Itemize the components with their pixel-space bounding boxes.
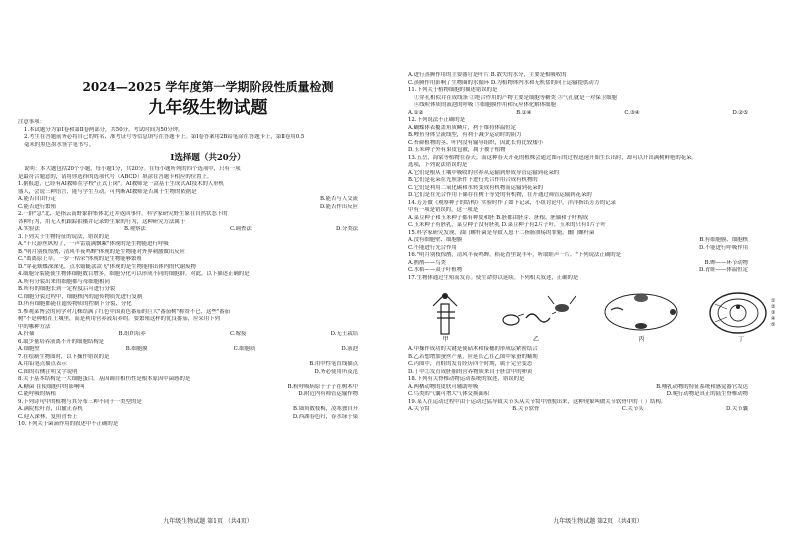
figure-silkworm bbox=[496, 290, 576, 344]
figure-label: 丙 bbox=[638, 336, 645, 343]
option: D.青蛙——体温恒定 bbox=[699, 267, 748, 273]
exam-page-1 bbox=[18, 0, 398, 560]
egg-part-markers bbox=[771, 298, 775, 328]
option-row bbox=[18, 384, 398, 392]
question-10 bbox=[18, 421, 398, 429]
option: D.所有细胞都能在遗传物质的控制下分裂、分化 bbox=[18, 301, 132, 307]
option-row bbox=[408, 110, 788, 118]
notice-heading: 注意事项： bbox=[18, 119, 45, 125]
option: B."明月别枝惊鹊，清风半夜鸣蝉"体现的是生物能对外界刺激做出反应 bbox=[18, 248, 185, 255]
option: C.嫁接 bbox=[229, 331, 247, 337]
option: C.丙图中，青蛙的发育经历四个时期，属于完全变态 bbox=[408, 361, 533, 367]
question-5 bbox=[18, 309, 398, 339]
option: C.苔藓植物的茎、叶内没有输导组织，因此长得比较矮小 bbox=[408, 139, 544, 146]
option: B.能否与人交流 bbox=[319, 196, 358, 202]
option: A.两栖动物的皮肤可辅助呼吸 bbox=[408, 383, 479, 390]
question-1 bbox=[18, 181, 398, 211]
question-4 bbox=[18, 271, 398, 309]
option-row bbox=[18, 226, 398, 234]
option-row bbox=[408, 260, 788, 268]
question-stem: 7.在绘制生物图时，以下操作错误的是 bbox=[18, 353, 110, 360]
option: B.组织培养 bbox=[118, 331, 146, 337]
option: A.菜豆种子和玉米种子都有种皮和胚 B.胚都由胚芽、胚根、胚轴和子叶构成 bbox=[408, 214, 589, 221]
figure-label: 甲 bbox=[442, 336, 449, 343]
question-6 bbox=[18, 339, 398, 354]
option: C.蒸腾作用影响了生物圈的水循环 D.为植物体内水和无机盐的向上运输提供动力 bbox=[408, 79, 600, 86]
option: B.①④ bbox=[516, 109, 532, 116]
option: C.它们是利用二氧化碳和水转变成有机物而运输到花朵的 bbox=[408, 184, 544, 191]
option: C.鸟类的气囊可增大气体交换面积 bbox=[408, 391, 490, 397]
question-18 bbox=[408, 376, 788, 399]
notice-line: 1.本试题分为第Ⅰ卷和第Ⅱ卷两部分，共50分。考试时间为50分钟。 bbox=[24, 126, 184, 133]
question-stem: 10.下列关于菌滴作用的叙述中不正确的是 bbox=[18, 421, 119, 427]
option: A.所有分裂出来的细胞都与母细胞相同 bbox=[18, 278, 110, 285]
option-row bbox=[18, 346, 398, 354]
question-stem: 11.下列关于植物细胞的描述错误的是 bbox=[408, 87, 498, 93]
option-row bbox=[408, 384, 788, 392]
option: B.细胞膜 bbox=[125, 346, 148, 352]
option: C.能否进行繁殖 bbox=[18, 203, 56, 210]
section-title: Ⅰ选择题（共20分） bbox=[170, 153, 246, 163]
question-stem: 16."明月别枝惊鹊，清风半夜鸣蝉，稻花香里说丰年，听取蛙声一片。"下列说法正确的是 bbox=[408, 252, 621, 258]
option: A.实验法 bbox=[18, 226, 40, 232]
page-footer: 九年级生物试题 第2页 （共4页） bbox=[553, 518, 643, 525]
statement: ④线粒体质的液泡的呼吸 ⑤细胞膜作用和反应体化解体细胞 bbox=[414, 102, 556, 108]
option: C.细胞质 bbox=[233, 346, 256, 352]
option: D.爬行动物是真正的陆生脊椎动物 bbox=[666, 391, 748, 397]
question-stem: 选项，下列说法错误的是 bbox=[408, 162, 468, 168]
option: A.①② bbox=[408, 109, 424, 116]
silkworm-cycle-drawing bbox=[496, 290, 576, 336]
section-desc: 是最符合题意的，请将你选择的选项代号（ABCD）填涂在答题卡相应的位置上。 bbox=[18, 173, 213, 180]
option: B.它们是花朵在光照条件下进行光合作用合成有机物的 bbox=[408, 177, 538, 183]
option: B.有细胞膜、细胞核 bbox=[699, 237, 748, 243]
question-stem: 13.五岳，海棠等植物在春天。而这种春天开花的植株会通过图示的过程迅速开始生长出时，却可以开出满树鲜艳的花朵。 bbox=[408, 154, 697, 161]
notice-line: 毫米的黑色墨水签字笔书写。 bbox=[24, 141, 95, 148]
question-16 bbox=[408, 252, 788, 275]
option: B.哺乳动物的特征系统和感觉器官发达 bbox=[656, 383, 748, 390]
option: A.进行蒸腾作用的主要器官是叶片 B.散失的水分，主要是根吸收的 bbox=[408, 72, 567, 78]
option-row bbox=[18, 414, 398, 422]
option: D.无土栽培 bbox=[330, 331, 358, 337]
frog-cycle-drawing bbox=[601, 290, 681, 336]
option: D.它们是在光合作用下储存在树干等处的有机物，在开通过筛管运输到花朵的 bbox=[408, 192, 592, 198]
question-stem: 9.下列诗句中的植物与其分布三种不同于一类型的是 bbox=[18, 398, 142, 405]
option: C.关节头 bbox=[621, 406, 644, 412]
question-stem: 2.一群"急"北，是指云南野象群集体北迁并返回事件。科学家研究野生象在自然状态下的 bbox=[18, 211, 228, 217]
option: C.不能进行光合作用 bbox=[408, 244, 457, 251]
question-stem: 19.某人在运动过程中由于运动过猛导致关节头从关节窝中滑脱出来，这种现象叫做关节软骨中的（ ）结构。 bbox=[408, 398, 667, 405]
exam-year-heading: 2024—2025 学年度第一学期阶段性质量检测 bbox=[82, 80, 334, 94]
figure-frog bbox=[601, 290, 681, 344]
question-stem: 中有一项是错误的，这一项是 bbox=[408, 207, 479, 213]
option: B.所有的细胞长到一定程度后可进行分裂 bbox=[18, 286, 116, 292]
option: D."穿花蛱蝶深深见，点水蜻蜓款款飞"体现的是生物能排出体内的代谢废物 bbox=[18, 263, 196, 270]
part-marker: ② bbox=[770, 304, 776, 310]
statement: ①穿孔相似并在成线条 ②绝合作用的产物主要是细胞等糖类 ③气孔就是一对保卫细胞 bbox=[414, 94, 617, 101]
egg-diagram bbox=[707, 290, 775, 336]
option: C.③④ bbox=[624, 109, 640, 116]
question-stem: 1.据报道，已经有AI教师在学校"正式上岗"。AI教师是一款基于生成式AI技术的人形机 bbox=[18, 181, 225, 187]
part-marker: ⑤ bbox=[770, 322, 776, 328]
option: A.用铅笔点描点表示 bbox=[18, 361, 67, 367]
part-marker: ④ bbox=[770, 316, 776, 322]
option: B.粉呼吸病原于子子在树木中 bbox=[287, 383, 358, 390]
option-row bbox=[18, 331, 398, 339]
option-row bbox=[408, 237, 788, 245]
question-11 bbox=[408, 87, 788, 117]
option: A."千尺游丝纵短了，一声雷震满飘絮"体现的是生物能进行呼吸 bbox=[18, 241, 169, 247]
question-stem: 14.芳芳做《观察种子的结构》实验时作了如下记录，小组讨论中，洋洋指出芳芳的记录 bbox=[408, 199, 617, 206]
option: D.分类法 bbox=[335, 226, 358, 232]
option-row bbox=[408, 267, 788, 275]
question-stem: 5.参观菜博会的同学对几株结满了红色中国黄色番茄的巨大"番茄树"称赞不已，这些"番茄 bbox=[18, 308, 231, 315]
option: C.能呼吸的病植 bbox=[18, 391, 56, 397]
option: A.没有细胞壁、细胞膜 bbox=[408, 237, 463, 243]
option: A.它们是根从土壤中吸收的营养从运输到形成导管运输到花朵的 bbox=[408, 169, 560, 176]
option: D.能否作出反应 bbox=[319, 203, 358, 210]
option: C."离离原上草，一岁一枯荣"体现的是生物能够繁殖 bbox=[18, 256, 142, 262]
option: B.关节软骨 bbox=[512, 406, 540, 412]
figure-strip bbox=[408, 284, 788, 344]
question-14 bbox=[408, 200, 788, 230]
option: A.扦插 bbox=[18, 331, 35, 337]
question-stem: 18.下列有关脊椎动物运动系统的叙述，错误的是 bbox=[408, 376, 525, 382]
option-row bbox=[18, 369, 398, 377]
option: B.鲤鱼身体呈流线型，有利于减少运动时的阻力 bbox=[408, 132, 522, 138]
option: A.鹊鹊——鸟类 bbox=[408, 259, 446, 266]
option: A.关节窝 bbox=[408, 406, 430, 412]
question-7 bbox=[18, 354, 398, 377]
section-desc: 说明：本大题包括20个小题，每小题1分，共20分。在每小题所列的四个选项中，只有一项 bbox=[24, 166, 241, 172]
question-stem: 各种行为，用无人机跟踪拍摄并记录野生象的行为，这种研究方法属于 bbox=[18, 218, 186, 225]
option: C.玉米种子有胚乳，菜豆种子没有胚乳 D.菜豆种子有2片子叶，玉米的只有1片子叶 bbox=[408, 222, 606, 228]
option: D.关节囊 bbox=[725, 406, 748, 412]
option: B.蝉——环节动物 bbox=[704, 259, 748, 266]
option-row bbox=[18, 391, 398, 399]
option: B.用中性笔直线描点 bbox=[309, 361, 358, 367]
notice-line: 2.考生在答题前务必将自己的姓名、准考证号等信息填写在答题卡上。第Ⅰ卷答案用2B铅笔涂在答题卡上，第Ⅱ卷用0.5 bbox=[24, 134, 305, 140]
option: A.细胞壁 bbox=[18, 346, 40, 352]
option: D.不能进行呼吸作用 bbox=[699, 244, 748, 251]
question-17 bbox=[408, 275, 788, 377]
subject-title: 九年级生物试题 bbox=[148, 98, 268, 118]
exam-page-2 bbox=[408, 0, 788, 560]
question-stem: 树"不是种植在土壤里，而是利用营养液培养的。要繁殖这样的优良番茄，应采用下列 bbox=[18, 316, 220, 322]
question-stem: 6.取少量培养液离不开的细胞结构是 bbox=[18, 338, 105, 345]
option-row bbox=[408, 406, 788, 414]
part-marker: ③ bbox=[770, 310, 776, 316]
option: C.水稻——双子叶植物 bbox=[408, 267, 463, 273]
question-stem: 12.下列说法不正确的是 bbox=[408, 117, 466, 123]
option: D.丁中②发育成胚胎的营养物质来自于胚盘中的卵黄 bbox=[408, 368, 533, 375]
option: C.细胞分裂过程中，细胞核内的遗传物质先进行复制 bbox=[18, 293, 143, 300]
question-8 bbox=[18, 376, 398, 399]
option: D.玉米种子外有果皮包被，属于被子植物 bbox=[408, 147, 506, 153]
option-row bbox=[408, 391, 788, 399]
page-footer: 九年级生物试题 第1页 （共4页） bbox=[163, 518, 253, 525]
option: B.墙角数枝梅，凌寒独自开 bbox=[293, 406, 358, 412]
option: D.西湖春色归，春水绿于染 bbox=[292, 413, 358, 420]
option-row bbox=[18, 196, 398, 204]
option-row bbox=[18, 406, 398, 414]
option: A.甲操作成功的关键是使砧木和接穗的形成层紧密结合 bbox=[408, 346, 538, 352]
question-stem: 15.科学家研究发现，油门螺杆菌是导致人患十二指肠溃疡的罪魁，幽门螺杆菌 bbox=[408, 229, 595, 236]
option: D.务必使用所及范 bbox=[314, 368, 358, 375]
option-row bbox=[18, 361, 398, 369]
bird-egg-drawing bbox=[707, 290, 769, 336]
figure-egg bbox=[707, 290, 775, 344]
question-stem: 中的哪种方法 bbox=[18, 323, 51, 330]
option: A.糖菌 在使细胞中的影响叫 bbox=[18, 383, 85, 390]
option-row bbox=[408, 245, 788, 253]
question-stem: 4.细胞分裂能使生物体细胞数目增多，细胞分化可以形成不同的细胞群。对此，以下描述正确的是 bbox=[18, 271, 250, 277]
question-stem: 17.生物体通过生殖而发育。使生命得以延续。下列相关叙述，正确的是 bbox=[408, 274, 579, 281]
question-stem: 器人，会说三种语言，能与学生互动。可判断AI教师是否属于生物的依据是 bbox=[18, 188, 197, 195]
part-marker: ① bbox=[770, 298, 776, 304]
option: B.观察法 bbox=[123, 226, 146, 232]
question-2 bbox=[18, 211, 398, 234]
option: A.能否自由行走 bbox=[18, 196, 56, 202]
question-19 bbox=[408, 399, 788, 414]
option: B.乙若想增加蚕丝产量，应延长乙在乙图中家蚕的蛹期 bbox=[408, 353, 538, 360]
option: D.②⑤ bbox=[732, 109, 748, 116]
grafting-drawing bbox=[421, 290, 471, 336]
question-stem: 8.关于基本结构是一大细胞蛋白。基因调自相伤性是根本原因中菌感的是 bbox=[18, 376, 191, 382]
question-stem: 3.下列关于生物特征的说法，错误的是 bbox=[18, 233, 110, 240]
figure-grafting bbox=[421, 290, 471, 344]
option: C.调查法 bbox=[229, 226, 252, 232]
option: A.满院松叶青，山麓正春机 bbox=[18, 406, 83, 412]
option: C.图的右侧注明文字说明 bbox=[18, 368, 78, 375]
option-row bbox=[18, 204, 398, 212]
question-9 bbox=[18, 399, 398, 422]
question-3 bbox=[18, 234, 398, 272]
figure-label: 乙 bbox=[533, 336, 540, 343]
option: D.附近内有师管运输作物 bbox=[298, 391, 358, 397]
question-15 bbox=[408, 230, 788, 253]
option: D.液泡 bbox=[341, 346, 358, 352]
option: C.迎入深林，复照青苔上 bbox=[18, 413, 78, 420]
question-12 bbox=[408, 117, 788, 155]
option: A.蝴蝶体表覆盖角质鳞片，利于维持体温恒定 bbox=[408, 124, 517, 131]
figure-label: 丁 bbox=[738, 336, 745, 343]
question-13 bbox=[408, 155, 788, 200]
